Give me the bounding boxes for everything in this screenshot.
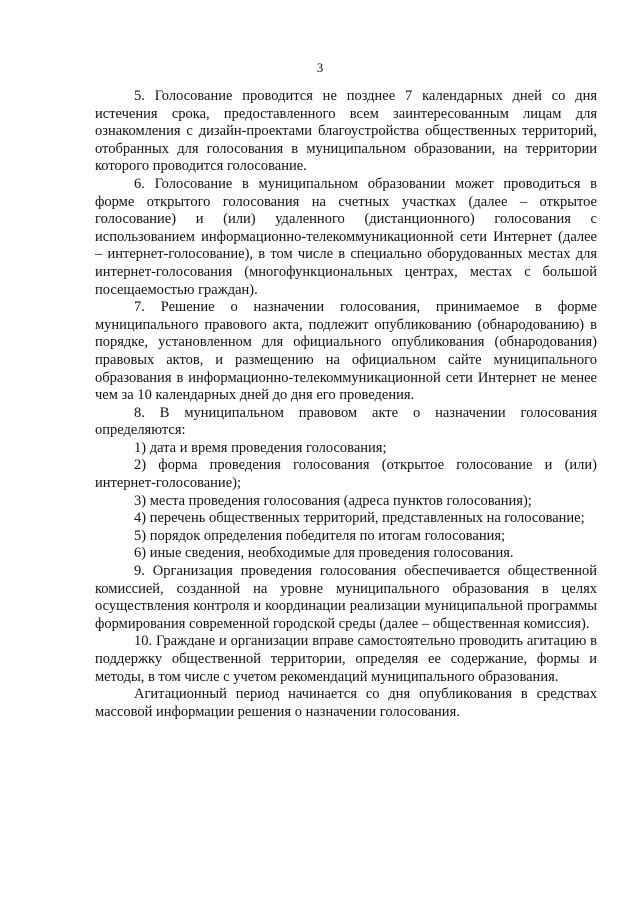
paragraph-9: 9. Организация проведения голосования обеспечивается общественной комиссией, созданной на уровне муниципального образования в целях осуществления контроля и координации реализации муниципальной программы формирования современной городской среды (далее – общественная комиссия). bbox=[95, 563, 597, 632]
paragraph-8: 8. В муниципальном правовом акте о назначении голосования определяются: bbox=[95, 404, 597, 439]
paragraph-5: 5. Голосование проводится не позднее 7 календарных дней со дня истечения срока, предоставленного всем заинтересованным лицам для ознакомления с дизайн-проектами благоустройства общественных территорий, отобранных для голосования в муниципальном образовании, на территории которого проводится голосование. bbox=[95, 88, 597, 175]
list-item-6: 6) иные сведения, необходимые для проведения голосования. bbox=[134, 545, 514, 562]
paragraph-7: 7. Решение о назначении голосования, принимаемое в форме муниципального правового акта, подлежит опубликованию (обнародованию) в порядке, установленном для официального опубликования (обнародования) правовых актов, и размещению на официальном сайте муниципального образования в информационно-телекоммуникационной сети Интернет не менее чем за 10 календарных дней до дня его проведения. bbox=[95, 299, 597, 404]
list-item-3: 3) места проведения голосования (адреса пунктов голосования); bbox=[134, 492, 532, 509]
list-item-1: 1) дата и время проведения голосования; bbox=[134, 439, 387, 456]
list-item-2: 2) форма проведения голосования (открытое голосование и (или) интернет-голосование); bbox=[95, 457, 597, 492]
page-number: 3 bbox=[316, 60, 324, 75]
list-item-5: 5) порядок определения победителя по итогам голосования; bbox=[134, 527, 506, 544]
paragraph-6: 6. Голосование в муниципальном образовании может проводиться в форме открытого голосования на счетных участках (далее – открытое голосование) и (или) удаленного (дистанционного) голосования с использованием информационно-телекоммуникационной сети Интернет (далее – интернет-голосование), в том числе в специально оборудованных местах для интернет-голосования (многофункциональных центрах, местах с большой посещаемостью граждан). bbox=[95, 175, 597, 298]
list-item-4: 4) перечень общественных территорий, представленных на голосование; bbox=[134, 510, 585, 527]
document-body bbox=[95, 88, 597, 721]
paragraph-agitation-period: Агитационный период начинается со дня опубликования в средствах массовой информации решения о назначении голосования. bbox=[95, 686, 597, 720]
paragraph-10: 10. Граждане и организации вправе самостоятельно проводить агитацию в поддержку общественной территории, определяя ее содержание, формы и методы, в том числе с учетом рекомендаций муниципального образования. bbox=[95, 633, 597, 685]
